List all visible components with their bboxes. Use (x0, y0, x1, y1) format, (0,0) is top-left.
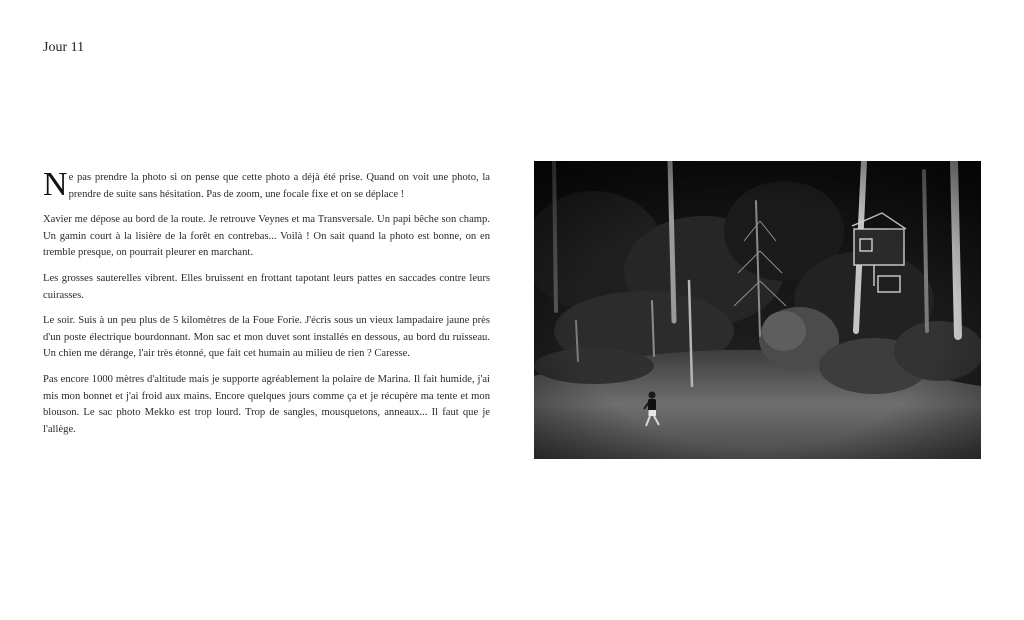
paragraph-1-text: e pas prendre la photo si on pense que cette photo a déjà été prise. Quand on voit une photo, la prendre de suite sans hésitation. Pas de zoom, une focale fixe et on se déplace ! (68, 172, 490, 200)
journal-paragraph-4: Le soir. Suis à un peu plus de 5 kilomètres de la Foue Forie. J'écris sous un vieux lampadaire jaune près d'un poste électrique bourdonnant. Mon sac et mon duvet sont installés en dessous, au bord du ruisseau. Un chien me dérange, l'air très étonné, que fait cet humain au milieu de rien ? Caresse. (43, 315, 490, 360)
journal-text (43, 166, 490, 447)
journal-paragraph-2: Xavier me dépose au bord de la route. Je retrouve Veynes et ma Transversale. Un papi bêche son champ. Un gamin court à la lisière de la forêt en contrebas... Voilà ! On sait quand la photo est bonne, on en tremble presque, on pourrait pleurer en marchant. (43, 214, 490, 259)
forest-photo-illustration (534, 161, 981, 459)
forest-photo (534, 161, 981, 459)
journal-paragraph-3: Les grosses sauterelles vibrent. Elles bruissent en frottant tapotant leurs pattes en saccades contre leurs cuirasses. (43, 272, 490, 301)
page-title: Jour 11 (43, 40, 85, 55)
journal-paragraph-5: Pas encore 1000 mètres d'altitude mais je supporte agréablement la polaire de Marina. Il fait humide, j'ai mis mon bonnet et j'ai froid aux mains. Encore quelques jours comme ça et je récupère ma tente et mon blouson. Le sac photo Mekko est trop lourd. Trop de sangles, mousquetons, anneaux... Il faut que je l'allège. (43, 373, 490, 435)
vignette (534, 161, 981, 459)
journal-paragraph-1 (43, 166, 490, 203)
drop-cap: N (43, 166, 68, 203)
